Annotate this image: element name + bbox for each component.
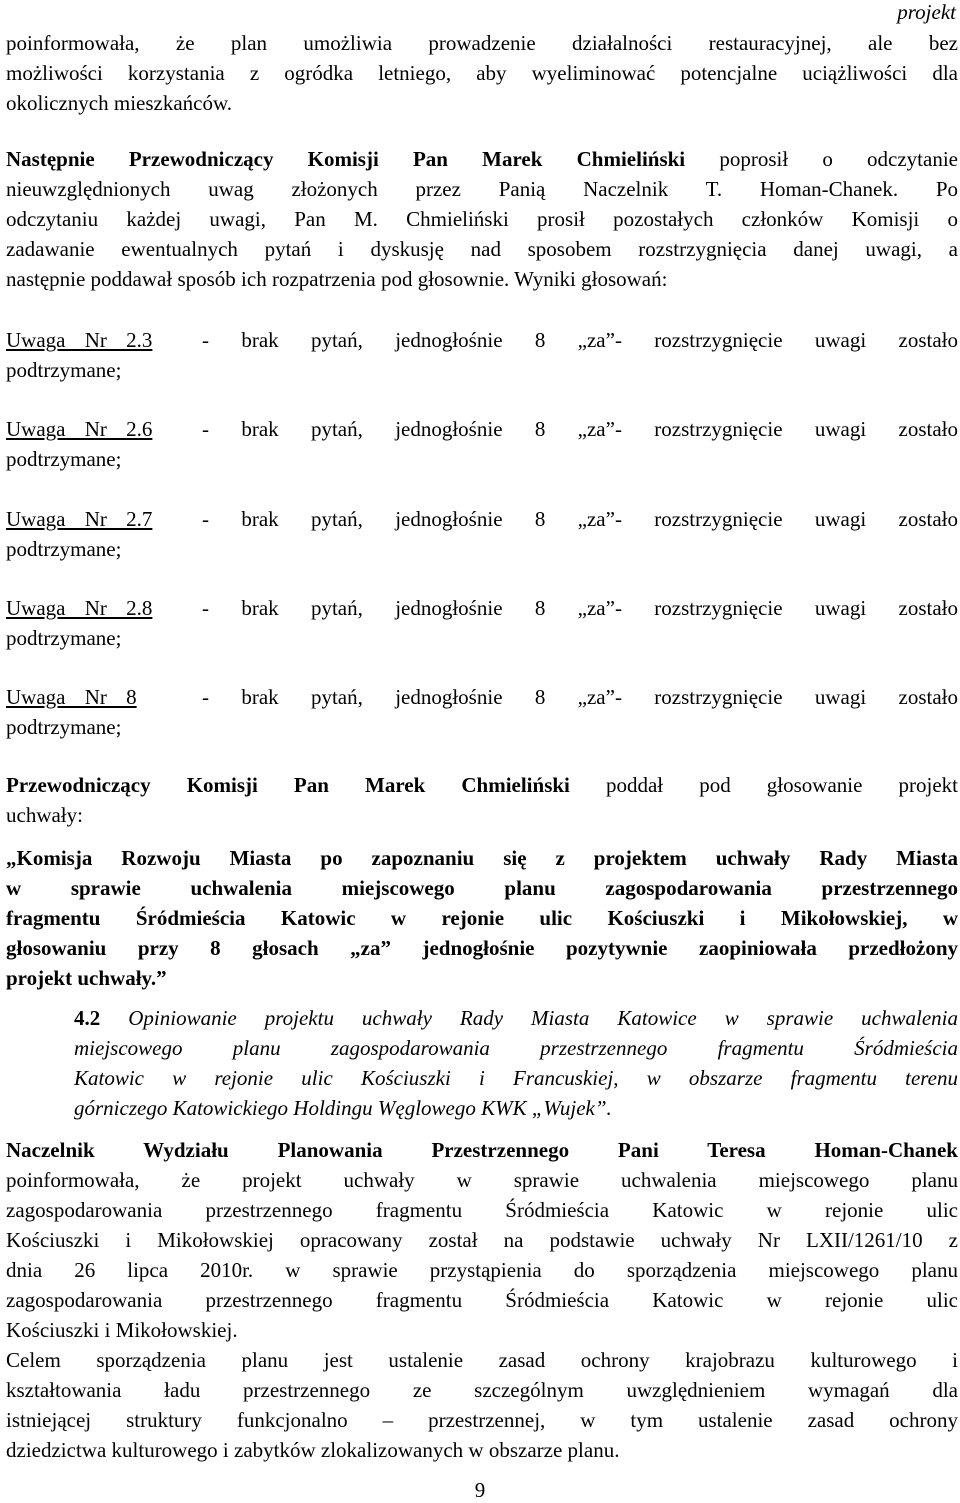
text-fragment: poddał pod głosowanie projekt [605,773,958,797]
vote-continuation: podtrzymane; [6,358,122,382]
text-line: „Komisja Rozwoju Miasta po zapoznaniu się z projektem uchwały Rady Miasta [6,846,958,870]
vote-label: Uwaga Nr 2.6 [6,417,153,441]
vote-text: - brak pytań, jednogłośnie 8 „za”- rozstrzygnięcie uwagi zostało [202,417,958,441]
header-note: projekt [897,0,956,24]
text-line: Katowic w rejonie ulic Kościuszki i Francuskiej, w obszarze fragmentu terenu [74,1066,958,1090]
bold-intro: Następnie Przewodniczący Komisji Pan Marek Chmieliński [6,147,686,171]
paragraph-naczelnik [6,1135,958,1345]
vote-continuation: podtrzymane; [6,715,122,739]
text-line: dziedzictwa kulturowego i zabytków zlokalizowanych w obszarze planu. [6,1438,620,1462]
text-line: zagospodarowania przestrzennego fragmentu Śródmieścia Katowic w rejonie ulic [6,1198,958,1222]
text-line: projekt uchwały.” [6,966,167,990]
text-line: poinformowała, że projekt uchwały w sprawie uchwalenia miejscowego planu [6,1168,958,1192]
vote-label: Uwaga Nr 8 [6,685,137,709]
text-line [74,1003,958,1033]
text-line: okolicznych mieszkańców. [6,91,233,115]
text-line: zadawanie ewentualnych pytań i dyskusję nad sposobem rozstrzygnięcia danej uwagi, a [6,237,958,261]
vote-entry [6,414,958,474]
text-line: poinformowała, że plan umożliwia prowadzenie działalności restauracyjnej, ale bez [6,31,958,55]
text-line: dnia 26 lipca 2010r. w sprawie przystąpienia do sporządzenia miejscowego planu [6,1258,958,1282]
bold-intro: Przewodniczący Komisji Pan Marek Chmieliński [6,773,570,797]
paragraph-remarks-procedure [6,144,958,294]
text-line: Celem sporządzenia planu jest ustalenie zasad ochrony krajobrazu kulturowego i [6,1348,958,1372]
vote-continuation: podtrzymane; [6,626,122,650]
text-line: kształtowania ładu przestrzennego ze szczególnym uwzględnieniem wymagań dla [6,1378,958,1402]
text-line [6,144,958,174]
paragraph-plan-purpose [6,1345,958,1465]
text-line: głosowaniu przy 8 głosach „za” jednogłośnie pozytywnie zaopiniowała przedłożony [6,936,958,960]
paragraph-intro [6,28,958,118]
text-line: następnie poddawał sposób ich rozpatrzenia pod głosownie. Wyniki głosowań: [6,267,668,291]
vote-continuation: podtrzymane; [6,537,122,561]
text-line [6,770,958,800]
vote-label: Uwaga Nr 2.3 [6,328,153,352]
text-line: nieuwzględnionych uwag złożonych przez Panią Naczelnik T. Homan-Chanek. Po [6,177,958,201]
bold-intro: Naczelnik Wydziału Planowania Przestrzennego Pani Teresa Homan-Chanek [6,1138,958,1162]
vote-continuation: podtrzymane; [6,447,122,471]
text-line: górniczego Katowickiego Holdingu Węglowego KWK „Wujek”. [74,1096,612,1120]
text-line: Kościuszki i Mikołowskiej opracowany został na podstawie uchwały Nr LXII/1261/10 z [6,1228,958,1252]
text-fragment: Opiniowanie projektu uchwały Rady Miasta Katowice w sprawie uchwalenia [128,1006,959,1030]
page-number: 9 [474,1478,486,1502]
paragraph-vote-call [6,770,958,830]
text-fragment: poprosił o odczytanie [719,147,958,171]
agenda-item-4-2 [74,1003,958,1123]
vote-entry [6,593,958,653]
text-line: miejscowego planu zagospodarowania przestrzennego fragmentu Śródmieścia [74,1036,958,1060]
text-line: Kościuszki i Mikołowskiej. [6,1318,238,1342]
text-line: istniejącej struktury funkcjonalno – przestrzennej, w tym ustalenie zasad ochrony [6,1408,958,1432]
agenda-number: 4.2 [74,1006,101,1030]
vote-label: Uwaga Nr 2.8 [6,596,153,620]
vote-text: - brak pytań, jednogłośnie 8 „za”- rozstrzygnięcie uwagi zostało [202,507,958,531]
text-line [6,1135,958,1165]
text-line: w sprawie uchwalenia miejscowego planu zagospodarowania przestrzennego [6,876,958,900]
vote-entry [6,325,958,385]
vote-text: - brak pytań, jednogłośnie 8 „za”- rozstrzygnięcie uwagi zostało [202,328,958,352]
vote-label: Uwaga Nr 2.7 [6,507,153,531]
vote-entry [6,682,958,742]
vote-text: - brak pytań, jednogłośnie 8 „za”- rozstrzygnięcie uwagi zostało [202,685,958,709]
text-line: fragmentu Śródmieścia Katowic w rejonie ulic Kościuszki i Mikołowskiej, w [6,906,958,930]
vote-text: - brak pytań, jednogłośnie 8 „za”- rozstrzygnięcie uwagi zostało [202,596,958,620]
text-line: uchwały: [6,803,83,827]
text-line: zagospodarowania przestrzennego fragmentu Śródmieścia Katowic w rejonie ulic [6,1288,958,1312]
vote-entry [6,504,958,564]
text-line: odczytaniu każdej uwagi, Pan M. Chmieliński prosił pozostałych członków Komisji o [6,207,958,231]
resolution-quote [6,843,958,993]
text-line: możliwości korzystania z ogródka letniego, aby wyeliminować potencjalne uciążliwości dla [6,61,958,85]
